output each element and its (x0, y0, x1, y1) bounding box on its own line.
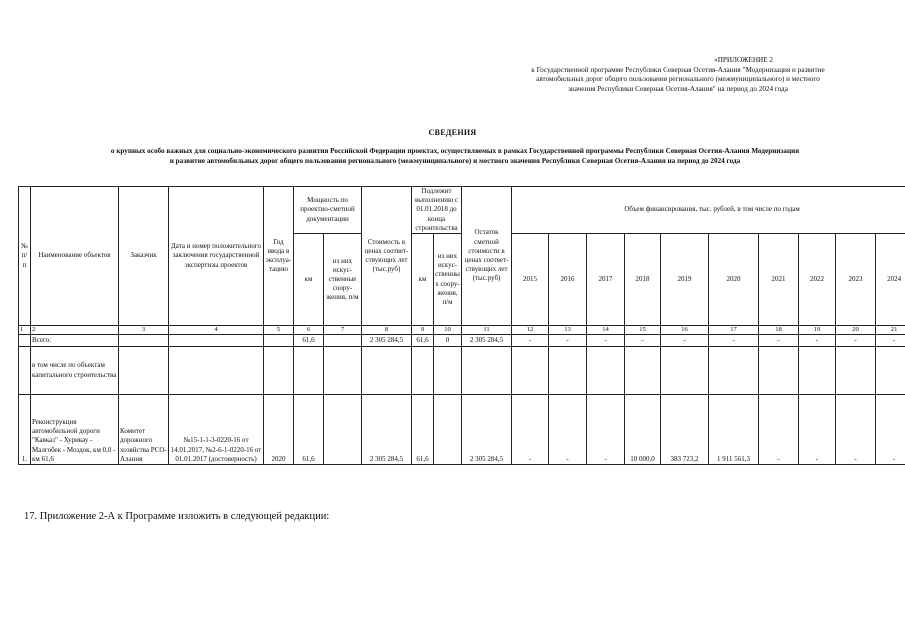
header-year: 2018 (625, 234, 661, 326)
column-number: 21 (876, 326, 905, 335)
subtitle-line-2: и развитие автомобильных дорог общего пользования регионального (межмуниципального) и местного значения Республики Северная Осетия-Алания на период до 2024 года (169, 157, 741, 165)
appendix-line-1: к Государственной программе Республики Северная Осетия-Алания "Модернизация и развитие (531, 65, 825, 74)
total-financing-cell: - (661, 335, 709, 347)
project-remaining-cost: 2 305 284,5 (462, 395, 512, 465)
total-due-structures: 0 (434, 335, 462, 347)
header-customer: Заказчик (119, 187, 169, 326)
project-financing-cell: 1 911 561,3 (709, 395, 759, 465)
column-number: 4 (169, 326, 264, 335)
column-number: 15 (625, 326, 661, 335)
column-number: 19 (799, 326, 836, 335)
total-financing-cell: - (549, 335, 587, 347)
header-year: 2015 (512, 234, 549, 326)
header-year: 2017 (587, 234, 625, 326)
page-title: СВЕДЕНИЯ (428, 128, 477, 137)
header-expertise: Дата и номер положительного заключения государственной экспертизы проектов (169, 187, 264, 326)
total-label: Всего: (31, 335, 119, 347)
project-km: 61,6 (294, 395, 324, 465)
column-number-row (19, 326, 905, 335)
header-year: 2019 (661, 234, 709, 326)
total-financing-cell: - (709, 335, 759, 347)
total-km: 61,6 (294, 335, 324, 347)
column-number: 1 (19, 326, 31, 335)
project-financing-cell: - (759, 395, 799, 465)
header-year: 2022 (799, 234, 836, 326)
header-year: 2016 (549, 234, 587, 326)
column-number: 16 (661, 326, 709, 335)
project-financing-cell: 383 723,2 (661, 395, 709, 465)
header-capacity-km: км (294, 234, 324, 326)
column-number: 7 (324, 326, 362, 335)
header-capacity-structures: из них искус-ственные соору-жения, п/м (324, 234, 362, 326)
column-number: 2 (31, 326, 119, 335)
total-financing-cell: - (759, 335, 799, 347)
header-cost: Стоимость в ценах соответ-ствующих лет (тыс.руб) (362, 187, 412, 326)
total-financing-cell: - (587, 335, 625, 347)
project-cost: 2 305 284,5 (362, 395, 412, 465)
capital-construction-label: в том числе по объектам капитального строительства (31, 347, 119, 395)
column-number: 8 (362, 326, 412, 335)
column-number: 13 (549, 326, 587, 335)
total-financing-cell: - (799, 335, 836, 347)
amendment-note: 17. Приложение 2-А к Программе изложить в следующей редакции: (24, 511, 330, 522)
column-number: 6 (294, 326, 324, 335)
column-number: 14 (587, 326, 625, 335)
header-due-km: км (412, 234, 434, 326)
total-cost: 2 305 284,5 (362, 335, 412, 347)
project-due-km: 61,6 (412, 395, 434, 465)
document-subtitle (22, 146, 888, 166)
total-due-km: 61,6 (412, 335, 434, 347)
header-due: Подлежит выполнению с 01.01.2018 до конца строительства (412, 187, 462, 234)
column-number: 18 (759, 326, 799, 335)
project-financing-cell: - (836, 395, 876, 465)
column-number: 17 (709, 326, 759, 335)
project-name: Реконструкция автомобильной дороги "Кавказ" - Хурикау - Малгобек - Моздок, км 0,0 - км 61,6 (31, 395, 119, 465)
total-financing-cell: - (512, 335, 549, 347)
column-number: 12 (512, 326, 549, 335)
total-financing-cell: - (625, 335, 661, 347)
header-year: 2021 (759, 234, 799, 326)
project-number: 1. (19, 395, 31, 465)
header-due-structures: из них искус-ственных соору-жения, п/м (434, 234, 462, 326)
column-number: 20 (836, 326, 876, 335)
header-financing: Объем финансирования, тыс. рублей, в том числе по годам (512, 187, 905, 234)
column-number: 11 (462, 326, 512, 335)
project-financing-cell: - (799, 395, 836, 465)
appendix-title: «ПРИЛОЖЕНИЕ 2 (714, 56, 773, 64)
header-commission-year: Год ввода в эксплуа-тацию (264, 187, 294, 326)
appendix-header (483, 56, 873, 94)
header-number: № п/ п (19, 187, 31, 326)
project-row (19, 395, 905, 465)
project-year: 2020 (264, 395, 294, 465)
header-capacity: Мощность по проектно-сметной документации (294, 187, 362, 234)
column-number: 3 (119, 326, 169, 335)
project-customer: Комитет дорожного хозяйства РСО-Алания (119, 395, 169, 465)
total-financing-cell: - (876, 335, 905, 347)
appendix-line-2: автомобильных дорог общего пользования регионального (межмуниципального) и местного (536, 75, 820, 84)
projects-table (18, 186, 905, 465)
project-financing-cell: 10 000,0 (625, 395, 661, 465)
header-year: 2020 (709, 234, 759, 326)
capital-construction-row (19, 347, 905, 395)
total-row (19, 335, 905, 347)
subtitle-line-1: о крупных особо важных для социально-экономического развития Российской Федерации проектах, осуществляемых в рамках Государственной программы Республики Северная Осетия-Алания Модернизация (110, 147, 800, 155)
total-remaining-cost: 2 305 284,5 (462, 335, 512, 347)
column-number: 10 (434, 326, 462, 335)
project-financing-cell: - (549, 395, 587, 465)
project-financing-cell: - (587, 395, 625, 465)
project-financing-cell: - (876, 395, 905, 465)
header-remaining-cost: Остаток сметной стоимости в ценах соответ-ствующих лет (тыс.руб) (462, 187, 512, 326)
appendix-line-3: значения Республики Северная Осетия-Алания" на период до 2024 года (568, 84, 788, 93)
column-number: 5 (264, 326, 294, 335)
column-number: 9 (412, 326, 434, 335)
project-expertise: №15-1-1-3-0220-16 от 14.01.2017, №2-6-1-0220-16 от 01.01.2017 (достоверность) (169, 395, 264, 465)
header-object-name: Наименование объектов (31, 187, 119, 326)
header-year: 2024 (876, 234, 905, 326)
header-year: 2023 (836, 234, 876, 326)
project-financing-cell: - (512, 395, 549, 465)
total-financing-cell: - (836, 335, 876, 347)
